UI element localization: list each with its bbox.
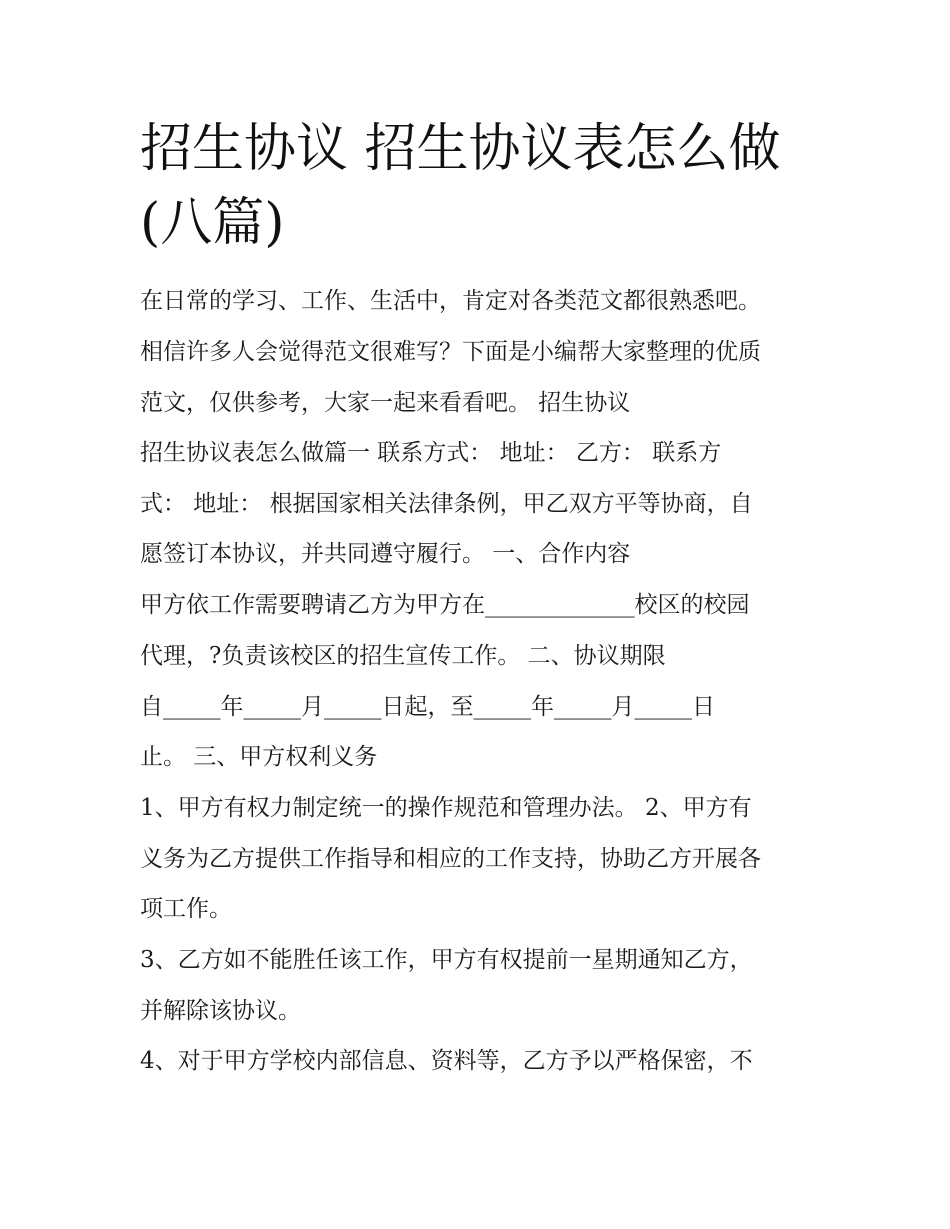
title-line-2: (八篇) (140, 193, 285, 253)
body-line: 范文，仅供参考，大家一起来看看吧。 招生协议 (140, 390, 631, 416)
body-line: 止。 三、甲方权利义务 (140, 744, 378, 770)
body-line: 自_____年_____月_____日起，至_____年_____月_____日 (140, 694, 715, 720)
body-line: 1、甲方有权力制定统一的操作规范和管理办法。 2、甲方有 (140, 795, 752, 821)
body-line: 义务为乙方提供工作指导和相应的工作支持，协助乙方开展各 (140, 846, 761, 872)
body-line: 甲方依工作需要聘请乙方为甲方在_____________校区的校园 (140, 592, 750, 618)
title-line-1: 招生协议 招生协议表怎么做 (140, 119, 781, 179)
body-line: 代理，?负责该校区的招生宣传工作。 二、协议期限 (140, 643, 666, 669)
body-line: 在日常的学习、工作、生活中，肯定对各类范文都很熟悉吧。 (140, 288, 761, 314)
body-line: 相信许多人会觉得范文很难写？下面是小编帮大家整理的优质 (140, 339, 761, 365)
body-line: 项工作。 (140, 896, 232, 922)
body-line: 4、对于甲方学校内部信息、资料等，乙方予以严格保密，不 (140, 1048, 753, 1074)
body-line: 并解除该协议。 (140, 998, 301, 1024)
body-line: 3、乙方如不能胜任该工作，甲方有权提前一星期通知乙方， (140, 947, 753, 973)
document-title (140, 112, 840, 260)
body-line: 式： 地址： 根据国家相关法律条例，甲乙双方平等协商，自 (140, 491, 753, 517)
body-line: 愿签订本协议，并共同遵守履行。 一、合作内容 (140, 541, 631, 567)
body-line: 招生协议表怎么做篇一 联系方式： 地址： 乙方： 联系方 (140, 440, 722, 466)
